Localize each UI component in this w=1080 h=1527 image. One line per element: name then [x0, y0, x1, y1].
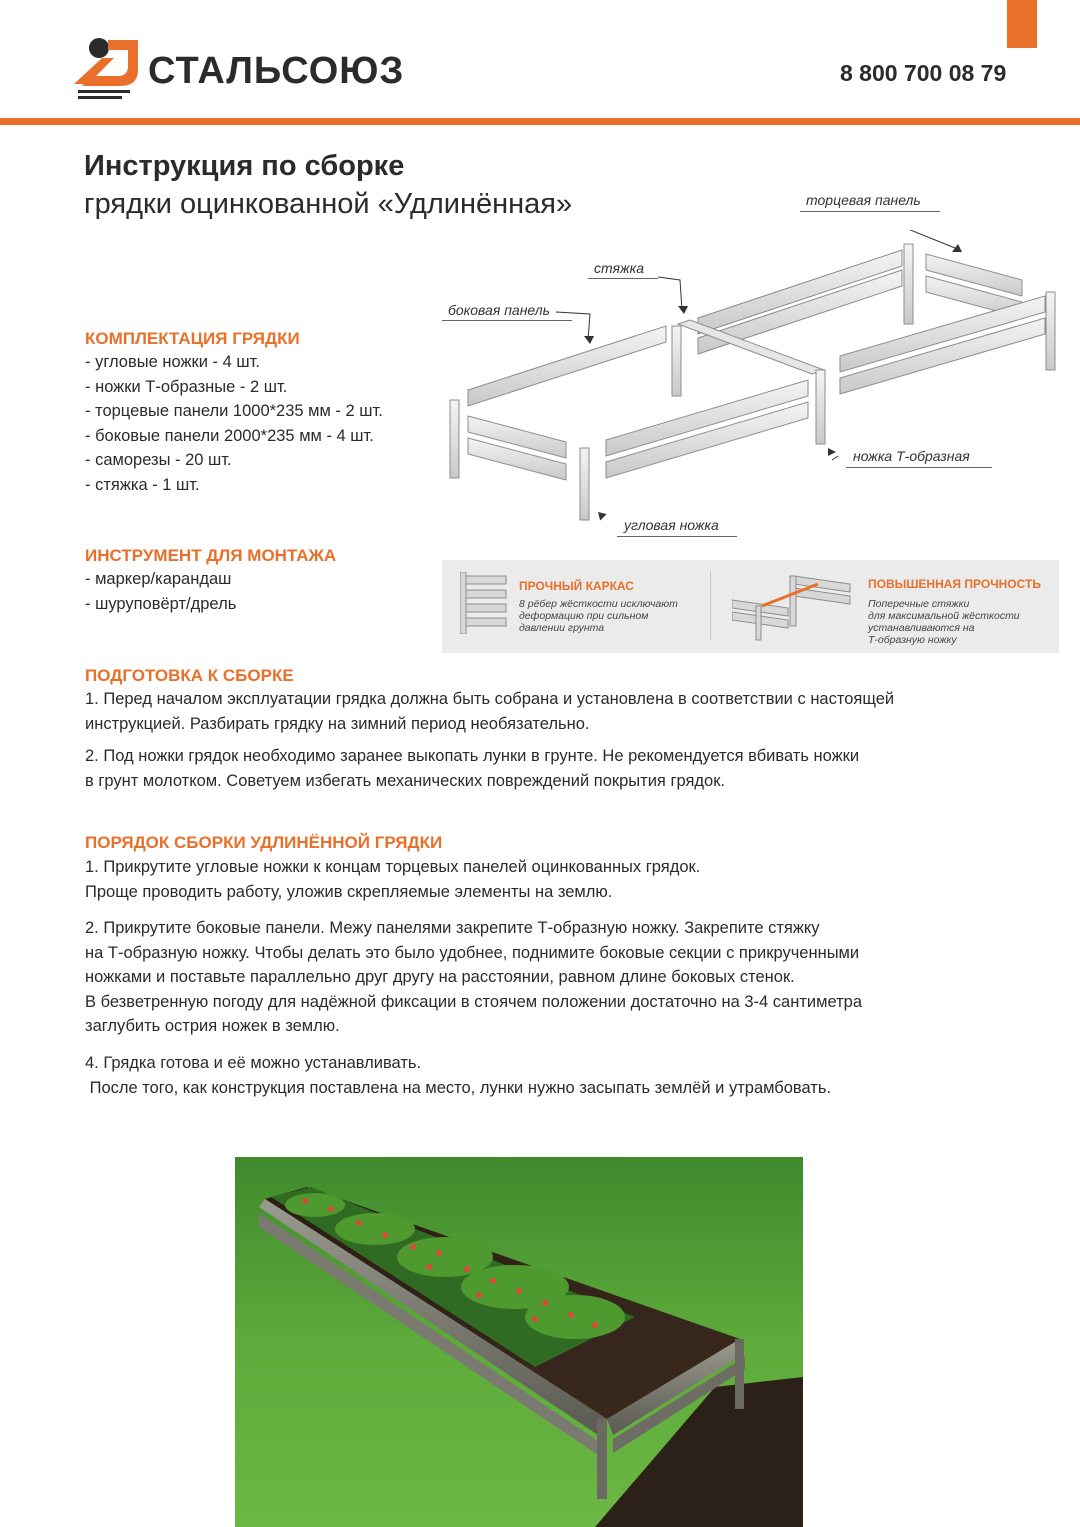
assembly-step-2: 2. Прикрутите боковые панели. Межу панелями закрепите Т-образную ножку. Закрепите стяжку на Т-образную ножку. Чтобы делать это было удобнее, поднимите боковые секции с прикрученными ножками и поставьте параллельно друг другу на расстоянии, равном длине боковых стенок. В безветренную погоду для надёжной фиксации в стоячем положении достаточно на 3-4 сантиметра заглубить острия ножек в землю.: [85, 919, 862, 1035]
preparation-paragraph-2: 2. Под ножки грядок необходимо заранее выкопать лунки в грунте. Не рекомендуется вбивать ножки в грунт молотком. Советуем избегать механических повреждений покрытия грядок.: [85, 747, 860, 790]
garden-bed-photo: [235, 1157, 803, 1527]
kit-heading: КОМПЛЕКТАЦИЯ ГРЯДКИ: [85, 329, 300, 348]
assembly-step-1: 1. Прикрутите угловые ножки к концам торцевых панелей оцинкованных грядок. Проще проводить работу, уложив скрепляемые элементы на землю.: [85, 858, 701, 901]
assembly-step-4: 4. Грядка готова и её можно устанавливать. После того, как конструкция поставлена на место, лунки нужно засыпать землёй и утрамбовать.: [85, 1054, 832, 1097]
label-t-leg-underline: [846, 467, 992, 468]
label-corner-leg: угловая ножка: [624, 517, 719, 533]
page-title: Инструкция по сборке: [84, 150, 405, 182]
features-panel: [442, 560, 1059, 653]
list-item: - угловые ножки - 4 шт.: [85, 353, 260, 371]
page-subtitle: грядки оцинкованной «Удлинённая»: [84, 188, 573, 220]
label-side-panel: боковая панель: [448, 302, 550, 318]
brand-logo[interactable]: [72, 36, 142, 100]
label-t-leg: ножка Т-образная: [853, 448, 970, 464]
tie-reinforcement-icon: [732, 572, 852, 642]
list-item: - шуруповёрт/дрель: [85, 594, 237, 613]
list-item: - ножки Т-образные - 2 шт.: [85, 377, 288, 396]
label-corner-leg-underline: [617, 536, 737, 537]
raised-bed-render: [235, 1157, 803, 1527]
assembly-heading: ПОРЯДОК СБОРКИ УДЛИНЁННОЙ ГРЯДКИ: [85, 833, 443, 852]
strong-frame-icon: [460, 572, 508, 634]
assembly-diagram: [440, 230, 1060, 540]
logo-icon: [72, 36, 142, 100]
label-side-panel-underline: [442, 320, 572, 321]
list-item: - торцевые панели 1000*235 мм - 2 шт.: [85, 402, 383, 420]
features-divider: [710, 572, 711, 640]
list-item: - маркер/карандаш: [85, 570, 232, 588]
feature-title: ПОВЫШЕННАЯ ПРОЧНОСТЬ: [868, 577, 1041, 591]
list-item: - боковые панели 2000*235 мм - 4 шт.: [85, 426, 374, 445]
label-tie: стяжка: [594, 260, 645, 276]
top-accent-block: [1007, 0, 1037, 48]
feature-description: 8 рёбер жёсткости исключают деформацию при сильном давлении грунта: [519, 598, 678, 634]
label-tie-underline: [588, 278, 658, 279]
list-item: - саморезы - 20 шт.: [85, 451, 232, 469]
label-end-panel-underline: [800, 211, 940, 212]
label-end-panel: торцевая панель: [806, 192, 921, 208]
feature-description: Поперечные стяжки для максимальной жёсткости устанавливаются на Т-образную ножку: [868, 598, 1020, 646]
list-item: - стяжка - 1 шт.: [85, 475, 200, 494]
kit-list: [85, 350, 383, 497]
feature-title: ПРОЧНЫЙ КАРКАС: [519, 579, 634, 593]
header-divider: [0, 118, 1080, 125]
preparation-paragraph-1: 1. Перед началом эксплуатации грядка должна быть собрана и установлена в соответствии с настоящей инструкцией. Разбирать грядку на зимний период необязательно.: [85, 690, 895, 733]
preparation-heading: ПОДГОТОВКА К СБОРКЕ: [85, 666, 294, 685]
phone-number[interactable]: 8 800 700 08 79: [840, 60, 1007, 86]
tools-list: [85, 567, 236, 616]
brand-name: СТАЛЬСОЮЗ: [148, 50, 405, 92]
garden-bed-frame-illustration: [440, 230, 1060, 540]
tools-heading: ИНСТРУМЕНТ ДЛЯ МОНТАЖА: [85, 546, 337, 565]
